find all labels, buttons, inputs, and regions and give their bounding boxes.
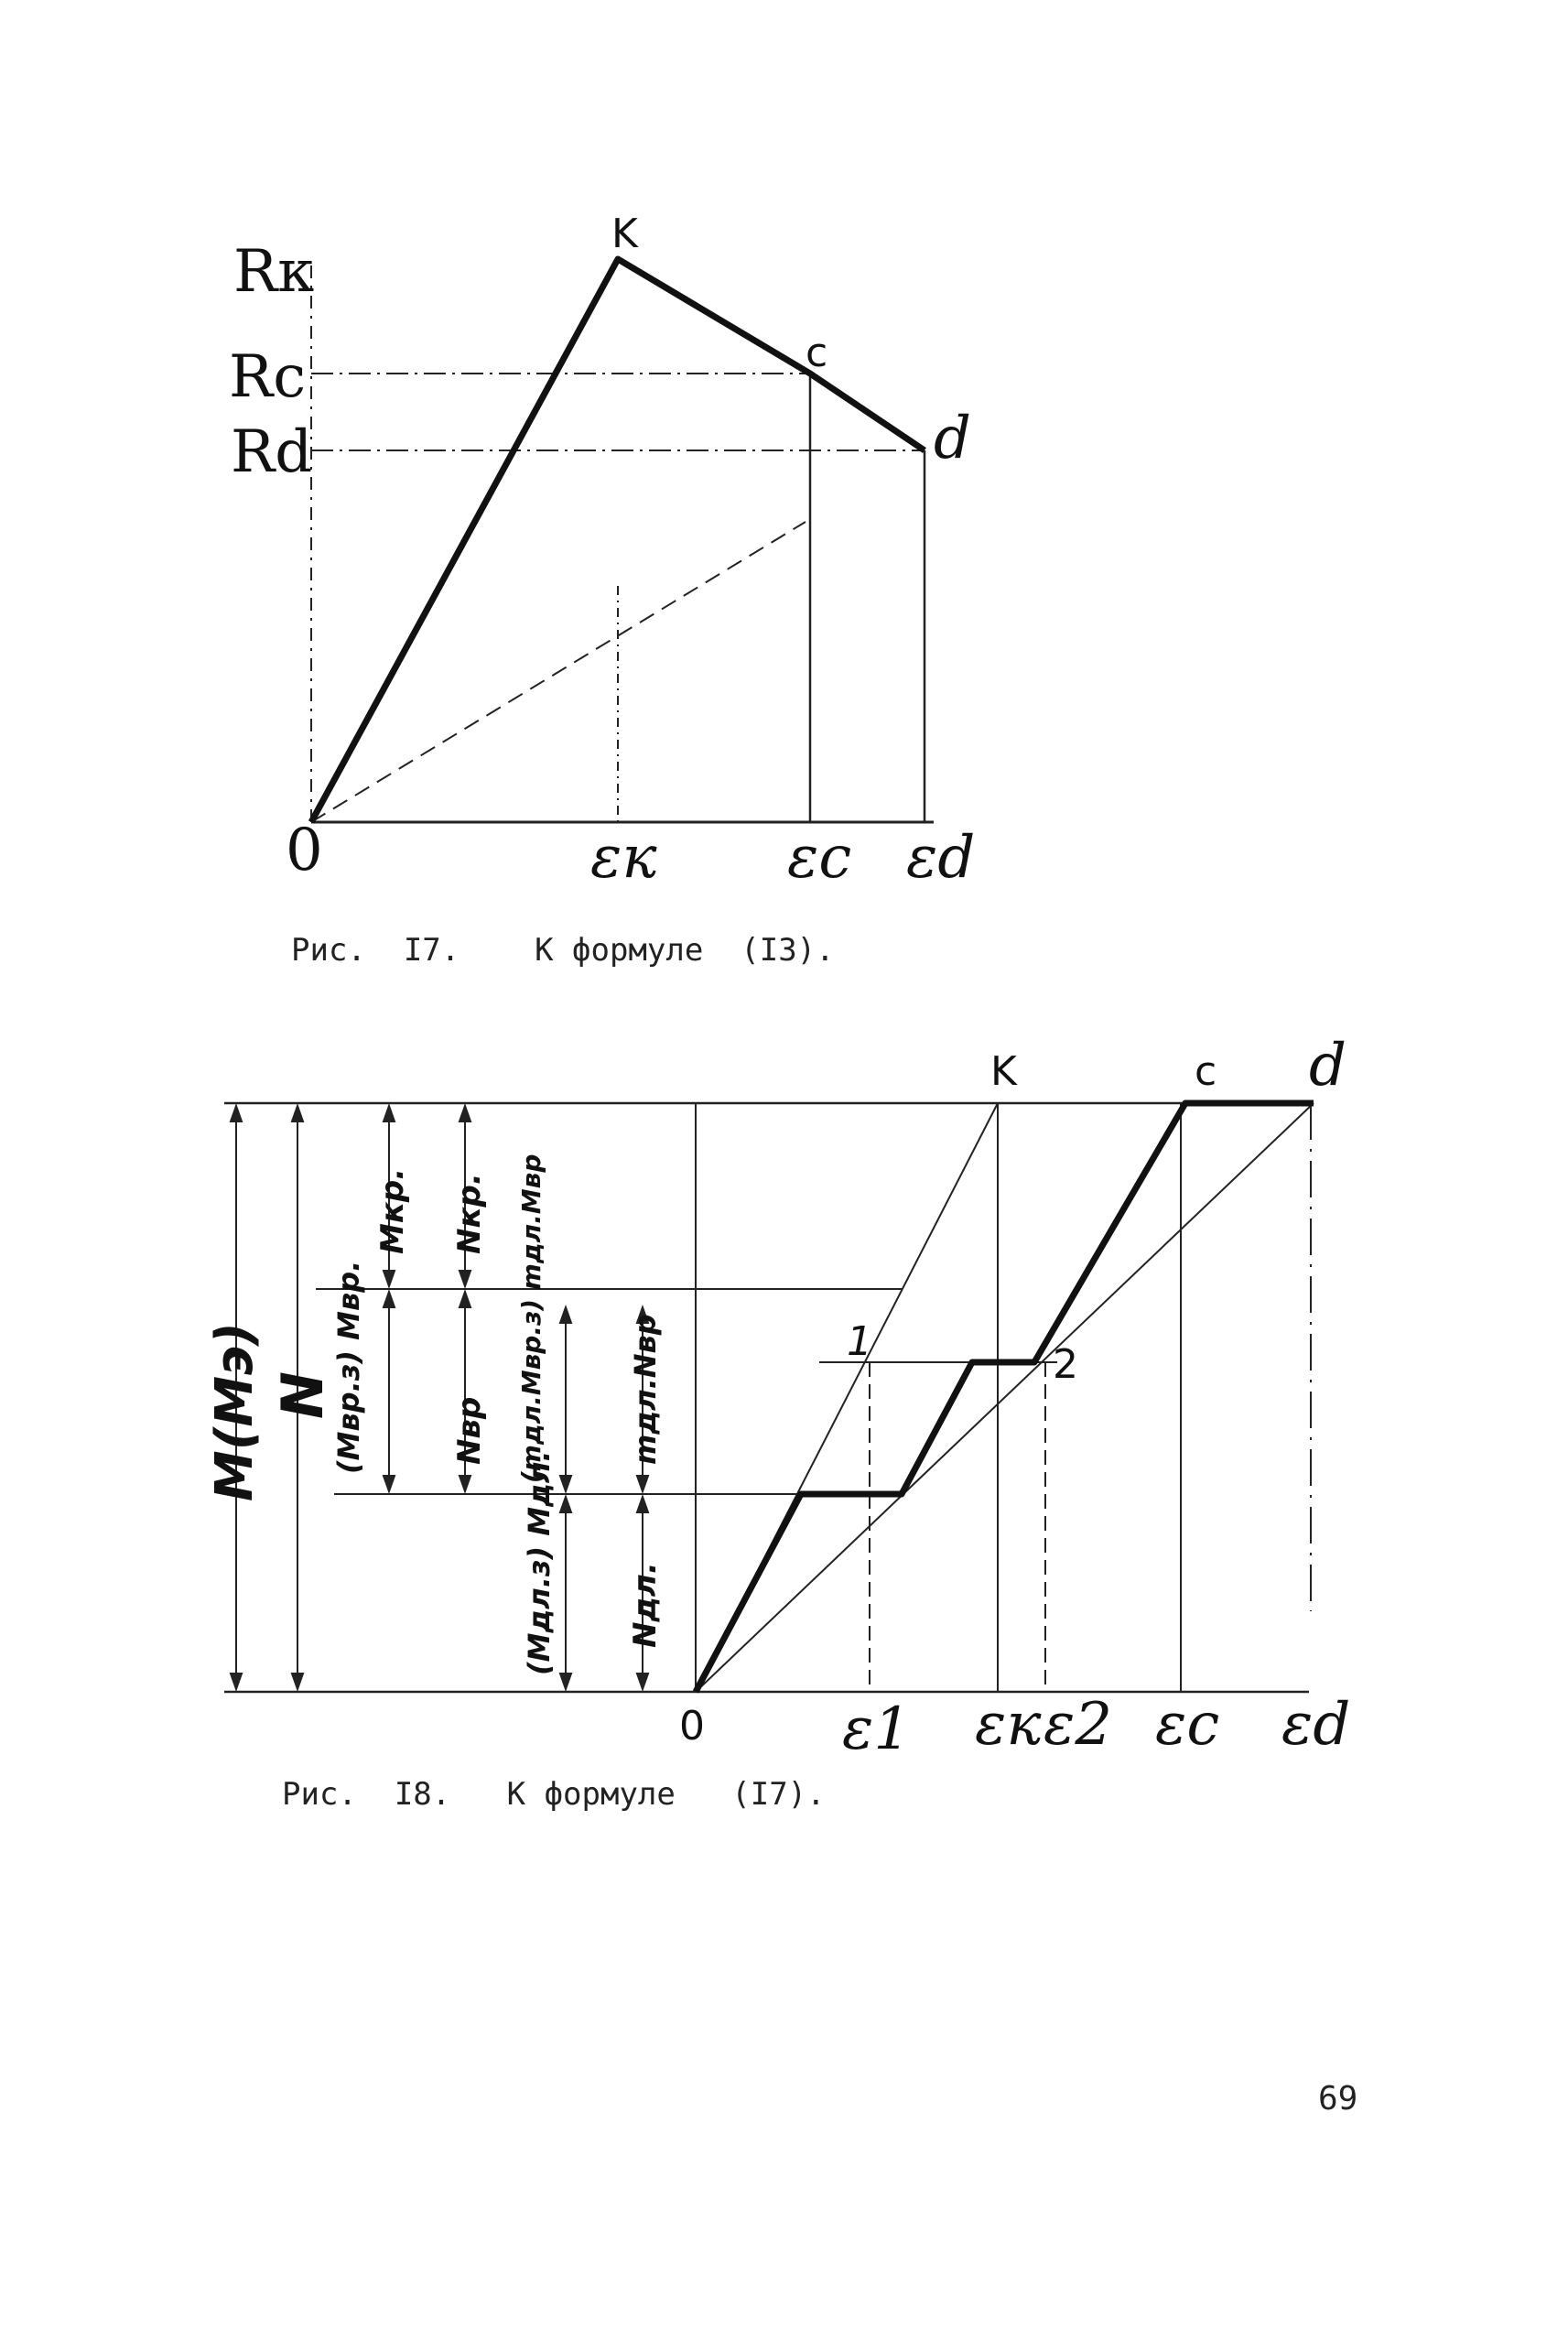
fig17-label-ed: εd [906,824,976,892]
fig17-stress-strain-curve [311,259,925,822]
fig18-label-ek: εк [975,1691,1042,1759]
page-number: 69 [1318,2080,1358,2118]
fig17-secant-line [311,522,806,822]
fig17-label-ek: εк [590,824,657,892]
fig18-label-total-n: N [269,1371,336,1419]
fig18-label-total-m: M(Mэ) [205,1322,265,1501]
fig18-point-1: 1 [847,1318,872,1365]
fig18-label-e2: ε2 [1044,1691,1113,1759]
fig18-label-mkr: Mкр. [374,1167,411,1254]
fig18-label-ec: εc [1155,1691,1220,1759]
fig18-label-mvr: (Mвр.з) Mвр. [331,1260,366,1474]
fig17-point-k: K [611,211,638,257]
fig18-label-ed: εd [1281,1691,1351,1759]
fig18-label-origin: 0 [679,1703,705,1749]
fig18-guide-to-d [696,1103,1314,1692]
fig18-point-2: 2 [1053,1341,1078,1388]
fig17-label-ec: εc [787,824,852,892]
figure-17 [229,211,975,892]
fig18-label-mdl: (Mдл.з) Mдл. [522,1450,557,1675]
fig17-label-rk: Rк [233,238,315,306]
fig17-label-origin: 0 [286,817,323,884]
fig18-label-e1: ε1 [842,1695,912,1763]
fig18-label-nvr: Nвр [451,1396,488,1465]
fig18-caption: Рис. I8. К формуле (I7). [282,1776,826,1813]
fig18-label-mdl-mvr: (mдл.Mвр.з) mдл.Mвр [516,1154,546,1483]
fig18-label-ndl: Nдл. [627,1562,664,1648]
fig18-label-nkr: Nкр. [451,1173,488,1254]
fig17-point-c: c [806,330,828,376]
fig17-label-rc: Rc [229,343,307,411]
fig18-point-d: d [1309,1032,1346,1100]
figure-18 [205,1032,1350,1763]
fig17-caption: Рис. I7. К формуле (I3). [291,932,835,969]
fig18-point-c: c [1195,1048,1217,1095]
fig18-point-k: K [990,1048,1017,1095]
fig17-point-d: d [934,405,971,472]
fig18-label-mdl-nvr: mдл.Nвр [628,1314,663,1465]
fig17-label-rd: Rd [231,418,313,486]
